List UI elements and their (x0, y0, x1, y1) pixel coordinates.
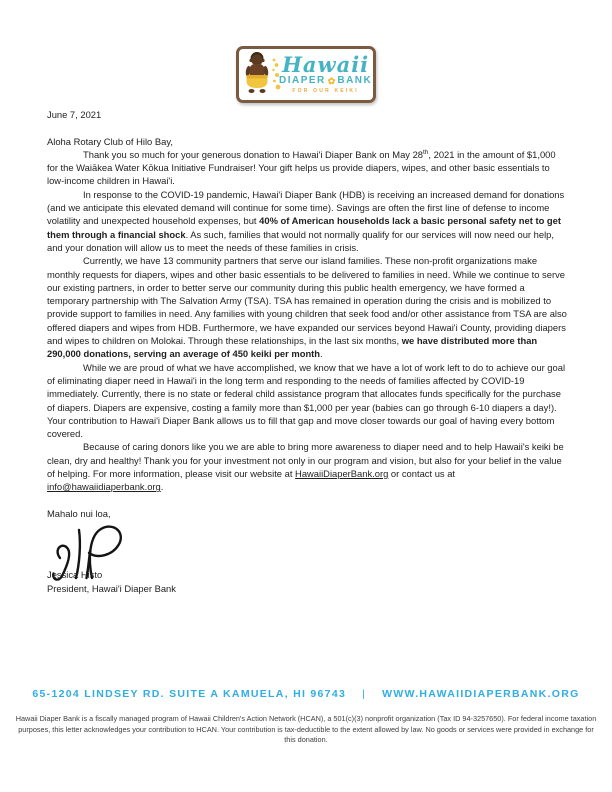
footer-address: 65-1204 LINDSEY RD. SUITE A KAMUELA, HI 96743 (32, 688, 347, 700)
paragraph-goals (47, 361, 568, 441)
text-segment: While we are proud of what we have accomplished, we know that we have a lot of work left to do to achieve our goal of eliminating diaper need in Hawai'i in the long term and responding to the needs of families affected by COVID-19 immediately. Currently, there is no state or federal child assistance program that allocates funds specifically for the purchase of diapers. Diapers are expensive, costing a family more than $1,000 per year (babies can go through 6-10 diapers a day!). Your contribution to Hawai'i Diaper Bank allows us to fill that gap and move closer towards our goal of having every bottom covered. (47, 361, 566, 440)
text-segment: . (160, 481, 164, 493)
text-segment: th (423, 148, 429, 156)
tax-disclosure-fine-print: Hawaii Diaper Bank is a fiscally managed program of Hawaii Children's Action Network (HCAN), a 501(c)(3) nonprofit organization (Tax ID 94-3257650). For federal income taxation purposes, this letter acknowledges your contribution to HCAN. Your contribution is tax-deductible to the extent allowed by law. No goods or services were provided in exchange for this donation. (15, 714, 597, 745)
letter-date: June 7, 2021 (47, 109, 102, 120)
text-segment: Because of caring donors like you we are able to bring more awareness to diaper need and to help Hawaii's keiki be clean, dry and healthy! Thank you for your investment not only in our program and vision, but also for your belief in the value of helping. For more information, please visit our website at (47, 441, 564, 480)
signer-title: President, Hawai'i Diaper Bank (47, 582, 176, 594)
text-segment: . (320, 348, 323, 360)
logo-text (279, 52, 373, 94)
logo-wordmark: Hawaii (282, 52, 370, 77)
signer-name: Jessica Histo (47, 569, 103, 581)
footer-separator: | (362, 688, 367, 700)
text-segment: or contact us at (388, 468, 456, 480)
logo-frame (236, 46, 376, 103)
logo-tagline: FOR OUR KEIKI (292, 88, 359, 94)
text-segment: . As such, families that would not normally qualify for our services will now need our help, and your donation will allow us to meet the needs of these families in crisis. (47, 228, 554, 253)
hawaii-diaper-bank-logo (236, 46, 376, 103)
paragraph-donor-appreciation (47, 440, 568, 493)
text-segment: 40% of American households lack a basic personal safety net to get them through a financial shock (47, 215, 561, 240)
text-segment: , 2021 in the amount of $1,000 for the Waiākea Water Kōkua Initiative Fundraiser! Your gift helps us provide diapers, wipes, and other basic essentials to low-income children in Hawai'i. (47, 148, 556, 187)
paragraph-community-partners (47, 254, 568, 360)
hibiscus-flower-icon: ✿ (327, 75, 336, 86)
text-segment: In response to the COVID-19 pandemic, Hawai'i Diaper Bank (HDB) is receiving an increased demand for donations (and we anticipate this elevated demand will continue for some time). Savings are often the first line of defense to income volatility and unexpected household expenses, but (47, 188, 565, 227)
text-segment: Thank you so much for your generous donation to Hawai'i Diaper Bank on May 28 (83, 148, 423, 160)
paragraph-covid-response (47, 188, 568, 254)
text-segment: we have distributed more than 290,000 donations, serving an average of 450 keiki per month (47, 335, 538, 360)
letter-body (47, 108, 568, 595)
logo-word-diaper: DIAPER (279, 75, 326, 86)
email-link[interactable]: info@hawaiidiaperbank.org (47, 481, 161, 493)
website-link[interactable]: HawaiiDiaperBank.org (295, 468, 389, 480)
salutation: Aloha Rotary Club of Hilo Bay, (47, 135, 173, 147)
paragraph-thank-you (47, 148, 568, 188)
footer-website[interactable]: WWW.HAWAIIDIAPERBANK.ORG (382, 688, 580, 700)
text-segment: Currently, we have 13 community partners that serve our island families. These non-profit organizations make monthly requests for diapers, wipes and other basic essentials to be delivered to families in need. While we continue to serve our existing partners, in order to better serve our community during this public health emergency, we have formed a temporary partnership with The Salvation Army (TSA). TSA has remained in operation during the crisis and is mobilized to provide support to families in need. Any families with young children that seek food and/or other assistance from TSA are also offered diapers and wipes from HDB. Furthermore, we have expanded our services beyond Hawai'i County, providing diapers and wipes to children on Molokai. Through these relationships, in the last six months, (47, 255, 567, 347)
logo-subtitle (279, 76, 372, 86)
closing-phrase: Mahalo nui loa, (47, 507, 111, 519)
logo-word-bank: BANK (337, 75, 373, 86)
baby-illustration-icon (241, 50, 283, 100)
footer-address-bar (0, 688, 612, 700)
